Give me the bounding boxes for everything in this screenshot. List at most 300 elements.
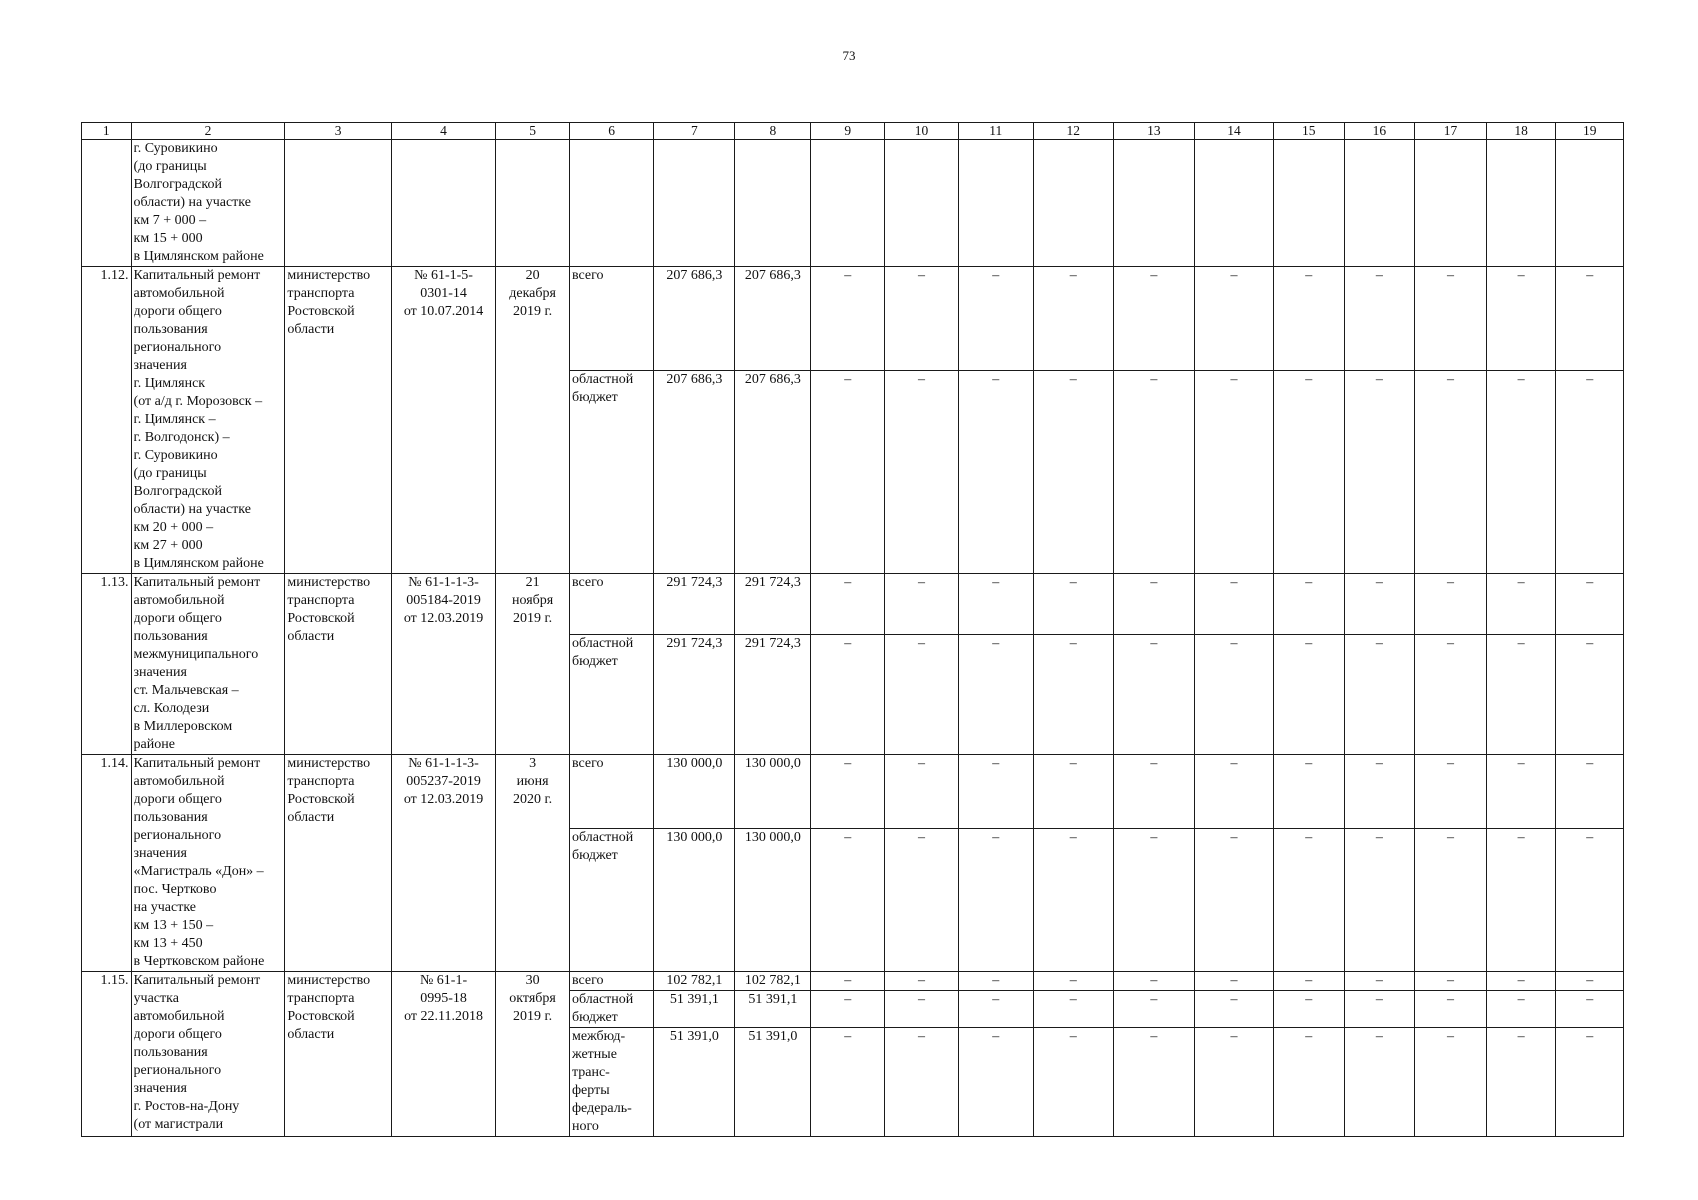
document-line: № 61-1-1-3- xyxy=(408,756,479,771)
year-column-9: – xyxy=(811,267,885,371)
year-column-15 xyxy=(1273,140,1344,267)
year-column-12: – xyxy=(1033,267,1113,371)
page-number: 73 xyxy=(842,48,856,63)
year-column-12: – xyxy=(1033,755,1113,829)
total-cost: 102 782,1 xyxy=(654,972,735,991)
source-line: областной xyxy=(571,992,634,1007)
organization-line: транспорта xyxy=(287,991,355,1006)
cost-total-period: 130 000,0 xyxy=(735,755,811,829)
description-line: регионального xyxy=(133,828,222,843)
description-line: районе xyxy=(133,737,175,752)
item-number xyxy=(82,140,132,267)
object-description xyxy=(131,574,285,755)
document-line: № 61-1- xyxy=(419,973,468,988)
year-column-18: – xyxy=(1486,574,1556,635)
year-column-12: – xyxy=(1033,371,1113,574)
description-line: автомобильной xyxy=(133,286,225,301)
item-number: 1.12. xyxy=(82,267,132,574)
organization-line: области xyxy=(287,810,335,825)
source-line: всего xyxy=(571,973,604,988)
responsible-organization xyxy=(285,574,391,755)
year-column-17: – xyxy=(1415,267,1487,371)
date-line: 30 xyxy=(525,973,540,988)
responsible-organization xyxy=(285,267,391,574)
column-number-row xyxy=(82,123,1624,140)
date-line: 2020 г. xyxy=(513,792,553,807)
completion-date xyxy=(496,972,570,1137)
year-column-19: – xyxy=(1556,828,1624,971)
year-column-15: – xyxy=(1273,267,1344,371)
year-column-14: – xyxy=(1194,371,1273,574)
year-column-10: – xyxy=(885,991,959,1028)
funding-source xyxy=(569,755,653,829)
description-line: Капитальный ремонт xyxy=(133,268,261,283)
year-column-15: – xyxy=(1273,828,1344,971)
year-column-11: – xyxy=(958,371,1033,574)
year-column-10: – xyxy=(885,574,959,635)
description-line: г. Цимлянск xyxy=(133,376,206,391)
source-line: всего xyxy=(571,756,604,771)
description-line: пользования xyxy=(133,322,208,337)
responsible-organization xyxy=(285,972,391,1137)
year-column-11: – xyxy=(958,972,1033,991)
description-line: Капитальный ремонт xyxy=(133,756,261,771)
year-column-14: – xyxy=(1194,267,1273,371)
year-column-19: – xyxy=(1556,755,1624,829)
description-line: км 13 + 150 – xyxy=(133,918,214,933)
year-column-14: – xyxy=(1194,828,1273,971)
year-column-16: – xyxy=(1344,991,1415,1028)
column-header-19: 19 xyxy=(1556,123,1624,140)
organization-line: министерство xyxy=(287,575,371,590)
year-column-14: – xyxy=(1194,1028,1273,1137)
source-line: областной xyxy=(571,829,634,845)
description-line: пользования xyxy=(133,1045,208,1060)
column-header-6: 6 xyxy=(569,123,653,140)
source-line: всего xyxy=(571,268,604,283)
date-line: 2019 г. xyxy=(513,1009,553,1024)
organization-line: области xyxy=(287,322,335,337)
organization-line: Ростовской xyxy=(287,611,355,626)
document-line: № 61-1-5- xyxy=(414,268,473,283)
column-header-17: 17 xyxy=(1415,123,1487,140)
description-line: пользования xyxy=(133,629,208,644)
description-line: в Миллеровском xyxy=(133,719,233,734)
source-line: областной xyxy=(571,372,634,388)
table-row xyxy=(82,140,1624,267)
year-column-19: – xyxy=(1556,267,1624,371)
organization-line: области xyxy=(287,629,335,644)
description-line: Волгоградской xyxy=(133,177,222,192)
object-description xyxy=(131,972,285,1137)
organization-line: министерство xyxy=(287,973,371,988)
expertise-document xyxy=(391,574,495,755)
document-line: 0995-18 xyxy=(420,991,467,1006)
year-column-18: – xyxy=(1486,267,1556,371)
year-column-11: – xyxy=(958,267,1033,371)
source-line: транс- xyxy=(571,1065,610,1080)
column-header-14: 14 xyxy=(1194,123,1273,140)
year-column-15: – xyxy=(1273,574,1344,635)
funding-source xyxy=(569,635,653,755)
year-column-10: – xyxy=(885,828,959,971)
description-line: автомобильной xyxy=(133,774,225,789)
description-line: в Цимлянском районе xyxy=(133,556,264,571)
year-column-13 xyxy=(1113,140,1194,267)
source-line: ферты xyxy=(571,1083,610,1098)
organization-line: министерство xyxy=(287,756,371,771)
total-cost: 51 391,1 xyxy=(654,991,735,1028)
cost-total-period xyxy=(735,140,811,267)
expertise-document xyxy=(391,140,495,267)
year-column-9: – xyxy=(811,755,885,829)
description-line: пос. Чертково xyxy=(133,882,217,897)
year-column-14: – xyxy=(1194,972,1273,991)
year-column-12: – xyxy=(1033,1028,1113,1137)
total-cost: 51 391,0 xyxy=(654,1028,735,1137)
funding-source xyxy=(569,574,653,635)
year-column-13: – xyxy=(1113,371,1194,574)
column-header-16: 16 xyxy=(1344,123,1415,140)
description-line: км 13 + 450 xyxy=(133,936,203,951)
column-header-2: 2 xyxy=(131,123,285,140)
description-line: (до границы xyxy=(133,466,207,481)
year-column-9: – xyxy=(811,828,885,971)
description-line: области) на участке xyxy=(133,195,251,210)
description-line: пользования xyxy=(133,810,208,825)
year-column-17: – xyxy=(1415,371,1487,574)
description-line: дороги общего xyxy=(133,1027,222,1042)
column-header-9: 9 xyxy=(811,123,885,140)
organization-line: транспорта xyxy=(287,774,355,789)
year-column-19: – xyxy=(1556,1028,1624,1137)
description-line: дороги общего xyxy=(133,304,222,319)
table-body xyxy=(82,123,1624,1137)
year-column-14 xyxy=(1194,140,1273,267)
total-cost: 130 000,0 xyxy=(654,755,735,829)
date-line: 2019 г. xyxy=(513,611,553,626)
description-line: км 20 + 000 – xyxy=(133,520,214,535)
table-row xyxy=(82,972,1624,991)
funding-source xyxy=(569,140,653,267)
year-column-16: – xyxy=(1344,972,1415,991)
year-column-14: – xyxy=(1194,635,1273,755)
date-line: декабря xyxy=(509,286,556,301)
document-line: от 10.07.2014 xyxy=(403,304,484,319)
description-line: (от магистрали xyxy=(133,1117,224,1132)
item-number: 1.13. xyxy=(82,574,132,755)
year-column-13: – xyxy=(1113,267,1194,371)
completion-date xyxy=(496,140,570,267)
organization-line: Ростовской xyxy=(287,1009,355,1024)
year-column-17: – xyxy=(1415,574,1487,635)
year-column-13: – xyxy=(1113,991,1194,1028)
year-column-14: – xyxy=(1194,755,1273,829)
total-cost: 207 686,3 xyxy=(654,267,735,371)
description-line: области) на участке xyxy=(133,502,251,517)
source-line: бюджет xyxy=(571,390,618,406)
object-description xyxy=(131,267,285,574)
expertise-document xyxy=(391,755,495,972)
year-column-9: – xyxy=(811,371,885,574)
description-line: км 7 + 000 – xyxy=(133,213,207,228)
cost-total-period: 291 724,3 xyxy=(735,635,811,755)
description-line: сл. Колодези xyxy=(133,701,210,716)
organization-line: Ростовской xyxy=(287,792,355,807)
item-number: 1.14. xyxy=(82,755,132,972)
description-line: г. Суровикино xyxy=(133,448,218,463)
description-line: (до границы xyxy=(133,159,207,174)
year-column-11: – xyxy=(958,991,1033,1028)
date-line: ноября xyxy=(511,593,554,608)
description-line: г. Волгодонск) – xyxy=(133,430,230,445)
year-column-12: – xyxy=(1033,991,1113,1028)
year-column-18: – xyxy=(1486,991,1556,1028)
description-line: дороги общего xyxy=(133,611,222,626)
description-line: г. Ростов-на-Дону xyxy=(133,1099,240,1114)
year-column-15: – xyxy=(1273,972,1344,991)
year-column-11: – xyxy=(958,1028,1033,1137)
document-line: 005184-2019 xyxy=(406,593,481,608)
column-header-4: 4 xyxy=(391,123,495,140)
year-column-16: – xyxy=(1344,1028,1415,1137)
cost-total-period: 207 686,3 xyxy=(735,371,811,574)
year-column-17: – xyxy=(1415,991,1487,1028)
year-column-10 xyxy=(885,140,959,267)
object-description xyxy=(131,140,285,267)
year-column-18: – xyxy=(1486,755,1556,829)
year-column-11: – xyxy=(958,828,1033,971)
year-column-12: – xyxy=(1033,972,1113,991)
document-line: от 12.03.2019 xyxy=(403,792,484,807)
description-line: значения xyxy=(133,358,187,373)
description-line: регионального xyxy=(133,340,222,355)
year-column-17: – xyxy=(1415,972,1487,991)
year-column-19 xyxy=(1556,140,1624,267)
year-column-19: – xyxy=(1556,635,1624,755)
year-column-18: – xyxy=(1486,972,1556,991)
cost-total-period: 207 686,3 xyxy=(735,267,811,371)
year-column-16: – xyxy=(1344,828,1415,971)
item-number: 1.15. xyxy=(82,972,132,1137)
column-header-18: 18 xyxy=(1486,123,1556,140)
description-line: автомобильной xyxy=(133,1009,225,1024)
year-column-15: – xyxy=(1273,991,1344,1028)
column-header-3: 3 xyxy=(285,123,391,140)
year-column-10: – xyxy=(885,755,959,829)
document-line: от 12.03.2019 xyxy=(403,611,484,626)
year-column-13: – xyxy=(1113,574,1194,635)
year-column-13: – xyxy=(1113,828,1194,971)
year-column-15: – xyxy=(1273,755,1344,829)
year-column-9: – xyxy=(811,991,885,1028)
total-cost: 291 724,3 xyxy=(654,635,735,755)
column-header-8: 8 xyxy=(735,123,811,140)
column-header-13: 13 xyxy=(1113,123,1194,140)
document-line: 0301-14 xyxy=(420,286,467,301)
year-column-14: – xyxy=(1194,991,1273,1028)
funding-source xyxy=(569,371,653,574)
funding-source xyxy=(569,991,653,1028)
description-line: межмуниципального xyxy=(133,647,259,662)
table-row xyxy=(82,267,1624,371)
funding-source xyxy=(569,972,653,991)
date-line: 20 xyxy=(525,268,540,283)
year-column-17 xyxy=(1415,140,1487,267)
completion-date xyxy=(496,574,570,755)
source-line: межбюд- xyxy=(571,1029,626,1044)
year-column-12 xyxy=(1033,140,1113,267)
document-line: от 22.11.2018 xyxy=(404,1009,483,1024)
year-column-13: – xyxy=(1113,1028,1194,1137)
cost-total-period: 291 724,3 xyxy=(735,574,811,635)
description-line: дороги общего xyxy=(133,792,222,807)
description-line: «Магистраль «Дон» – xyxy=(133,864,264,879)
table-row xyxy=(82,755,1624,829)
year-column-19: – xyxy=(1556,371,1624,574)
date-line: 21 xyxy=(525,575,540,590)
organization-line: Ростовской xyxy=(287,304,355,319)
description-line: г. Цимлянск – xyxy=(133,412,216,427)
source-line: бюджет xyxy=(571,654,618,670)
column-header-15: 15 xyxy=(1273,123,1344,140)
responsible-organization xyxy=(285,140,391,267)
year-column-16: – xyxy=(1344,371,1415,574)
year-column-9: – xyxy=(811,635,885,755)
year-column-11 xyxy=(958,140,1033,267)
cost-total-period: 130 000,0 xyxy=(735,828,811,971)
year-column-10: – xyxy=(885,371,959,574)
year-column-10: – xyxy=(885,267,959,371)
document-line: 005237-2019 xyxy=(406,774,481,789)
expertise-document xyxy=(391,972,495,1137)
year-column-15: – xyxy=(1273,1028,1344,1137)
organization-line: министерство xyxy=(287,268,371,283)
year-column-16 xyxy=(1344,140,1415,267)
source-line: ного xyxy=(571,1119,599,1134)
cost-total-period: 51 391,0 xyxy=(735,1028,811,1137)
funding-source xyxy=(569,267,653,371)
completion-date xyxy=(496,755,570,972)
description-line: Капитальный ремонт xyxy=(133,973,261,988)
column-header-5: 5 xyxy=(496,123,570,140)
organization-line: транспорта xyxy=(287,593,355,608)
year-column-16: – xyxy=(1344,574,1415,635)
year-column-18: – xyxy=(1486,635,1556,755)
year-column-9: – xyxy=(811,574,885,635)
column-header-1: 1 xyxy=(82,123,132,140)
year-column-11: – xyxy=(958,574,1033,635)
document-line: № 61-1-1-3- xyxy=(408,575,479,590)
date-line: 2019 г. xyxy=(513,304,553,319)
table-row xyxy=(82,574,1624,635)
source-line: всего xyxy=(571,575,604,590)
program-table xyxy=(81,122,1624,1137)
description-line: г. Суровикино xyxy=(133,141,218,156)
cost-total-period: 102 782,1 xyxy=(735,972,811,991)
year-column-13: – xyxy=(1113,972,1194,991)
responsible-organization xyxy=(285,755,391,972)
funding-source xyxy=(569,828,653,971)
year-column-10: – xyxy=(885,972,959,991)
source-line: бюджет xyxy=(571,847,618,863)
description-line: Капитальный ремонт xyxy=(133,575,261,590)
description-line: (от а/д г. Морозовск – xyxy=(133,394,263,409)
year-column-15: – xyxy=(1273,635,1344,755)
expertise-document xyxy=(391,267,495,574)
year-column-15: – xyxy=(1273,371,1344,574)
total-cost: 207 686,3 xyxy=(654,371,735,574)
organization-line: области xyxy=(287,1027,335,1042)
column-header-10: 10 xyxy=(885,123,959,140)
total-cost: 291 724,3 xyxy=(654,574,735,635)
object-description xyxy=(131,755,285,972)
description-line: значения xyxy=(133,1081,187,1096)
description-line: км 15 + 000 xyxy=(133,231,203,246)
year-column-16: – xyxy=(1344,635,1415,755)
organization-line: транспорта xyxy=(287,286,355,301)
year-column-17: – xyxy=(1415,635,1487,755)
year-column-14: – xyxy=(1194,574,1273,635)
source-line: федераль- xyxy=(571,1101,632,1116)
funding-source xyxy=(569,1028,653,1137)
total-cost: 130 000,0 xyxy=(654,828,735,971)
description-line: значения xyxy=(133,665,187,680)
description-line: в Чертковском районе xyxy=(133,954,265,969)
year-column-16: – xyxy=(1344,267,1415,371)
year-column-13: – xyxy=(1113,755,1194,829)
date-line: июня xyxy=(516,774,549,789)
year-column-18: – xyxy=(1486,1028,1556,1137)
year-column-11: – xyxy=(958,755,1033,829)
year-column-17: – xyxy=(1415,755,1487,829)
year-column-9 xyxy=(811,140,885,267)
source-line: бюджет xyxy=(571,1010,618,1025)
description-line: в Цимлянском районе xyxy=(133,249,264,264)
description-line: участка xyxy=(133,991,179,1006)
total-cost xyxy=(654,140,735,267)
description-line: регионального xyxy=(133,1063,222,1078)
year-column-19: – xyxy=(1556,991,1624,1028)
column-header-7: 7 xyxy=(654,123,735,140)
column-header-11: 11 xyxy=(958,123,1033,140)
year-column-18 xyxy=(1486,140,1556,267)
description-line: Волгоградской xyxy=(133,484,222,499)
date-line: октября xyxy=(509,991,556,1006)
description-line: км 27 + 000 xyxy=(133,538,203,553)
year-column-11: – xyxy=(958,635,1033,755)
year-column-16: – xyxy=(1344,755,1415,829)
completion-date xyxy=(496,267,570,574)
year-column-10: – xyxy=(885,1028,959,1137)
year-column-12: – xyxy=(1033,574,1113,635)
year-column-9: – xyxy=(811,972,885,991)
year-column-19: – xyxy=(1556,574,1624,635)
description-line: на участке xyxy=(133,900,196,915)
year-column-10: – xyxy=(885,635,959,755)
source-line: жетные xyxy=(571,1047,617,1062)
year-column-12: – xyxy=(1033,635,1113,755)
date-line: 3 xyxy=(529,756,537,771)
year-column-18: – xyxy=(1486,371,1556,574)
description-line: значения xyxy=(133,846,187,861)
source-line: областной xyxy=(571,636,634,652)
column-header-12: 12 xyxy=(1033,123,1113,140)
description-line: автомобильной xyxy=(133,593,225,608)
year-column-19: – xyxy=(1556,972,1624,991)
year-column-18: – xyxy=(1486,828,1556,971)
year-column-9: – xyxy=(811,1028,885,1137)
